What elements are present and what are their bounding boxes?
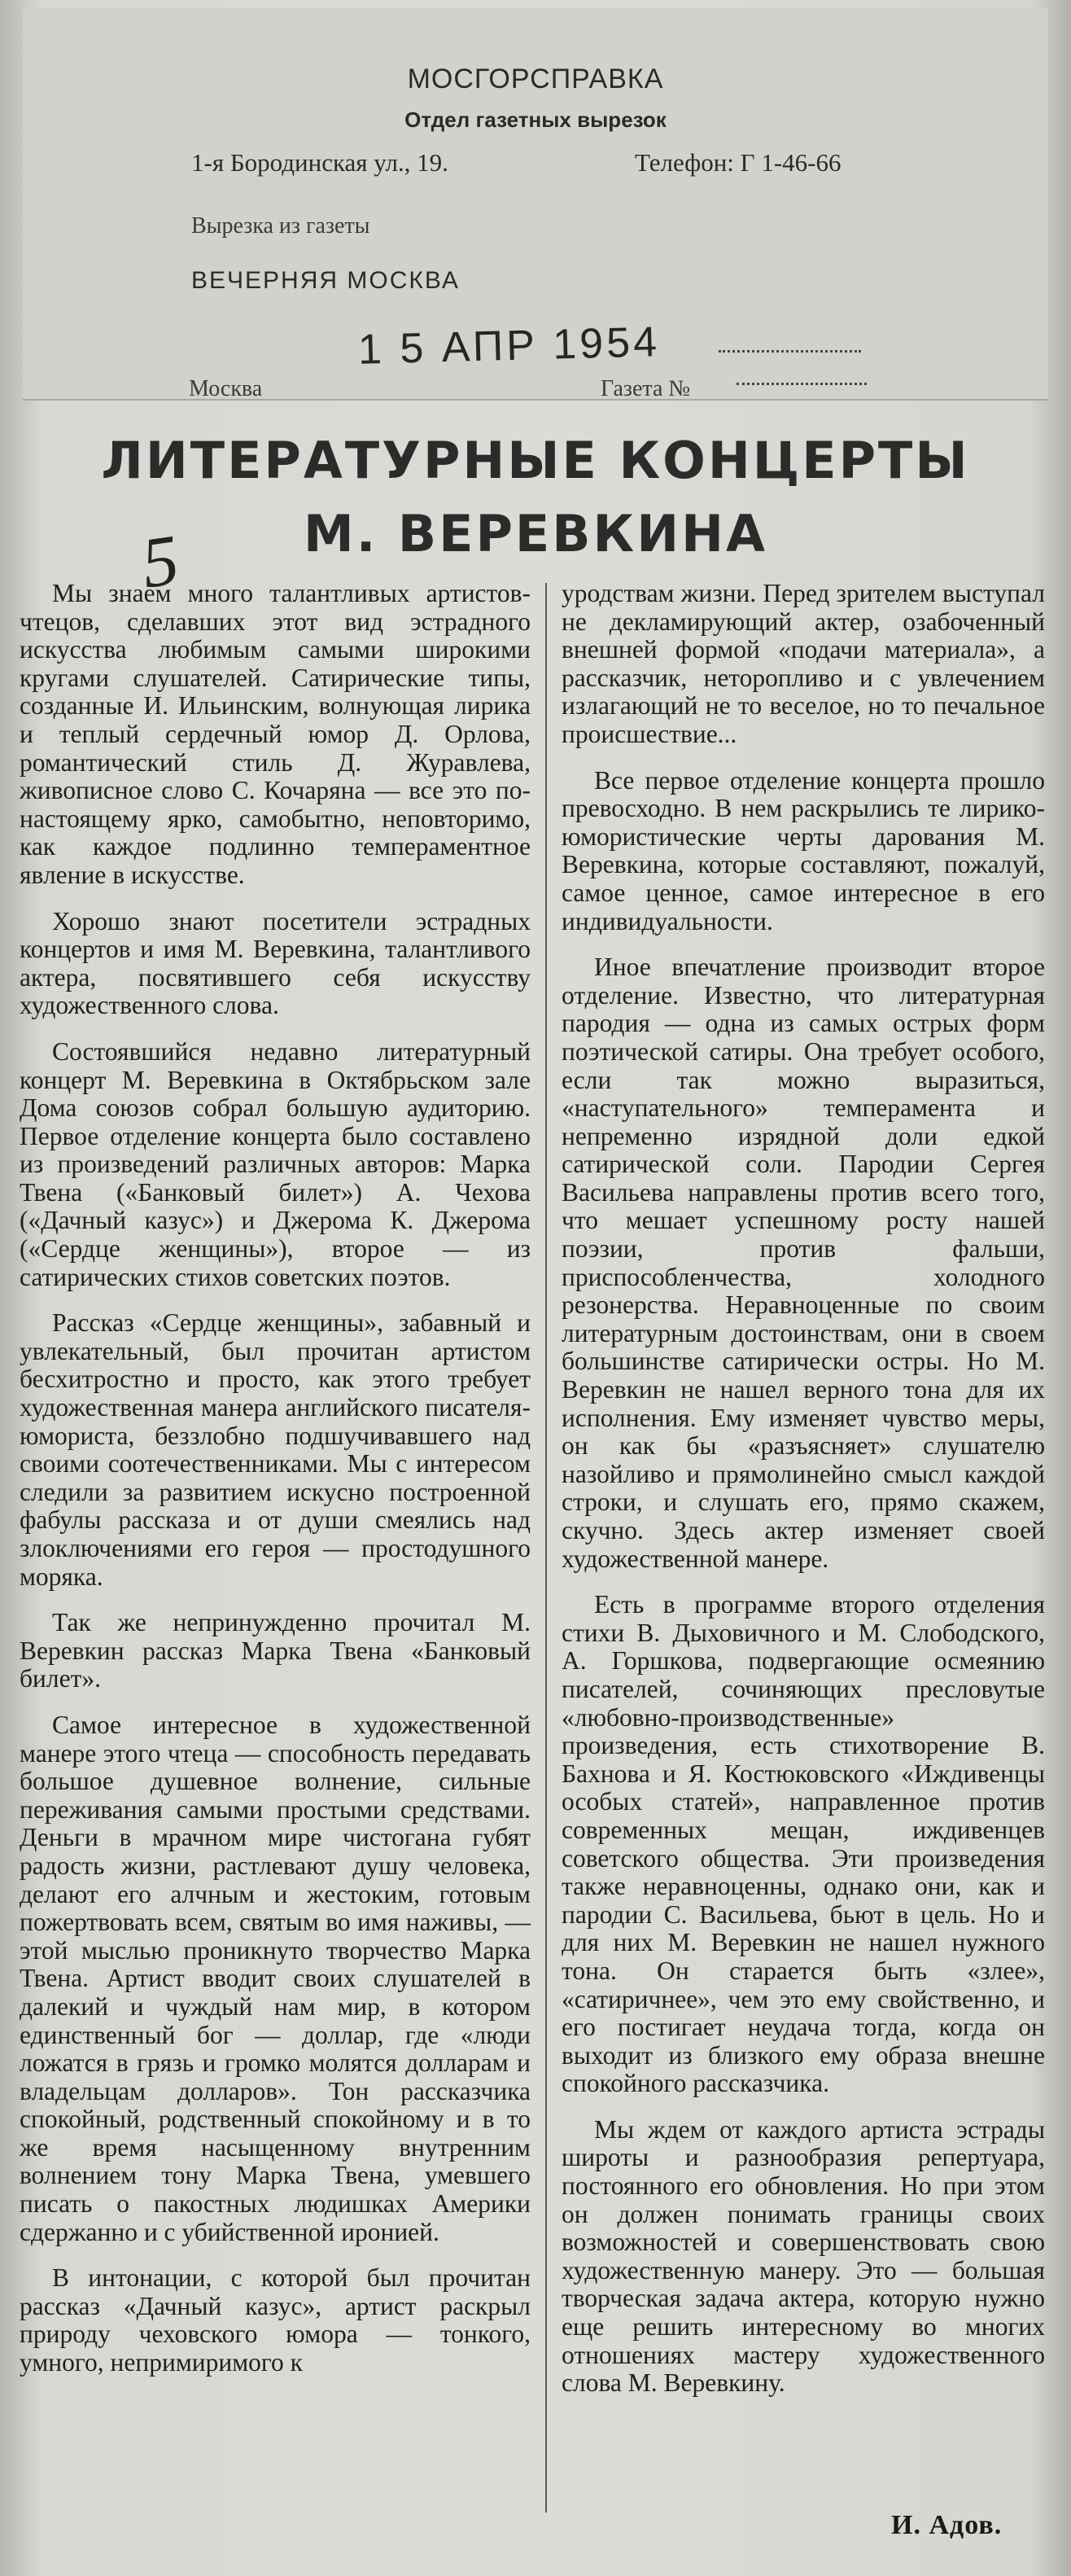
left-paragraph-1: Мы знаем много талантливых артистов-чтецов, сделавших этот вид эстрадного искусства любимым самыми широкими кругами слушателей. Сатирические типы, созданные И. Ильинским, волнующая лирика и теплый сердечный юмор Д. Орлова, романтический стиль Д. Журавлева, живописное слово С. Кочаряна — все это по-настоящему ярко, самобытно, неповторимо, как каждое подлинно темпераментное явление в искусстве. (20, 579, 531, 889)
dotted-fill-line (719, 350, 861, 353)
left-paragraph-4: Рассказ «Сердце женщины», забавный и увлекательный, был прочитан артистом бесхитростно и просто, как этого требует художественная манера английского писателя-юмориста, беззлобно подшучивавшего над своими соотечественниками. Мы с интересом следили за развитием искусно построенной фабулы рассказа и от души смеялись над злоключениями его героя — простодушного моряка. (20, 1308, 531, 1591)
right-paragraph-1: уродствам жизни. Перед зрителем выступал не декламирующий актер, озабоченный внешней формой «подачи материала», а рассказчик, неторопливо и с увлечением излагающий не то веселое, но то печальное происшествие... (562, 579, 1045, 748)
left-paragraph-3: Состоявшийся недавно литературный концерт М. Веревкина в Октябрьском зале Дома союзов собрал большую аудиторию. Первое отделение концерта было составлено из произведений различных авторов: Марка Твена («Банковый билет») А. Чехова («Дачный казус») и Джерома К. Джерома («Сердце женщины»), второе — из сатирических стихов советских поэтов. (20, 1036, 531, 1291)
article-title-line1: ЛИТЕРАТУРНЫЕ КОНЦЕРТЫ (101, 431, 970, 490)
left-paragraph-5: Так же непринужденно прочитал М. Веревкин рассказ Марка Твена «Банковый билет». (20, 1608, 531, 1693)
agency-phone: Телефон: Г 1-46-66 (635, 148, 842, 177)
paper-number-label: Газета № (601, 376, 691, 401)
right-paragraph-5: Мы ждем от каждого артиста эстрады широты и разнообразия репертуара, постоянного его обновления. Но при этом он должен понимать границы своих возможностей и совершенствовать свою художественную манеру. Это — большая творческая задача актера, которую нужно еще решить интересному во многих отношениях мастеру художественного слова М. Веревкину. (562, 2114, 1045, 2398)
agency-name: МОСГОРСПРАВКА (407, 64, 664, 94)
paper-number-dotted-line (737, 383, 867, 385)
agency-address: 1-я Бородинская ул., 19. (191, 148, 448, 177)
left-paragraph-7: В интонации, с которой был прочитан рассказ «Дачный казус», артист раскрыл природу чеховского юмора — тонкого, умного, непримиримого к (20, 2263, 531, 2377)
article-title-line2: М. ВЕРЕВКИНА (304, 504, 767, 563)
article-left-column (20, 580, 531, 2395)
column-divider (545, 583, 547, 2512)
handwritten-mark: 5 (137, 520, 184, 604)
newspaper-name: ВЕЧЕРНЯЯ МОСКВА (191, 267, 460, 294)
article-right-column (562, 580, 1045, 2416)
department-name: Отдел газетных вырезок (404, 107, 667, 132)
clipping-label: Вырезка из газеты (191, 213, 370, 239)
date-stamp: 1 5 АПР 1954 (357, 318, 661, 374)
city-label: Москва (189, 376, 263, 401)
right-paragraph-3: Иное впечатление производит второе отделение. Известно, что литературная пародия — одна из самых острых форм поэтической сатиры. Она требует особого, если так можно выразиться, «наступательного» темперамента и непременно изрядной доли едкой сатирической соли. Пародии Сергея Васильева направлены против всего того, что мешает успешному росту нашей поэзии, против фальши, приспособленчества, холодного резонерства. Неравноценные по своим литературным достоинствам, они в своем большинстве сатирически остры. Но М. Веревкин не нашел верного тона для их исполнения. Ему изменяет чувство меры, он как бы «разъясняет» слушателю назойливо и прямолинейно смысл каждой строки, и слушать его, прямо скажем, скучно. Здесь актер изменяет своей художественной манере. (562, 953, 1045, 1573)
right-paragraph-2: Все первое отделение концерта прошло превосходно. В нем раскрылись те лирико-юмористические черты дарования М. Веревкина, которые составляют, пожалуй, самое ценное, самое интересное в его индивидуальности. (562, 765, 1045, 935)
article-author: И. Адов. (891, 2510, 1003, 2540)
left-paragraph-6: Самое интересное в художественной манере этого чтеца — способность передавать большое душевное волнение, сильные переживания самыми простыми средствами. Деньги в мрачном мире чистогана губят радость жизни, растлевают душу человека, делают его алчным и жестоким, готовым пожертвовать всем, святым во имя наживы, — этой мыслью проникнуто творчество Марка Твена. Артист вводит своих слушателей в далекий и чуждый нам мир, в котором единственный бог — доллар, где «люди ложатся в грязь и громко молятся долларам и владельцам долларов». Тон рассказчика спокойный, родственный спокойному и в то же время насыщенному внутренним волнением тону Марка Твена, умевшего писать о пакостных людишках Америки сдержанно и с убийственной иронией. (20, 1710, 531, 2246)
left-paragraph-2: Хорошо знают посетители эстрадных концертов и имя М. Веревкина, талантливого актера, посвятившего себя искусству художественного слова. (20, 906, 531, 1020)
right-paragraph-4: Есть в программе второго отделения стихи В. Дыховичного и М. Слободского, А. Горшкова, подвергающие осмеянию писателей, сочиняющих пресловутые «любовно-производственные» произведения, есть стихотворение В. Бахнова и Я. Костюковского «Иждивенцы особых статей», направленное против современных мещан, иждивенцев советского общества. Эти произведения также неравноценны, однако они, как и пародии С. Васильева, бьют в цель. Но и для них М. Веревкин не нашел нужного тона. Он старается быть «злее», «сатиричнее», чем это ему свойственно, и его постигает неудача тогда, когда он выходит из близкого ему образа внешне спокойного рассказчика. (562, 1590, 1045, 2098)
